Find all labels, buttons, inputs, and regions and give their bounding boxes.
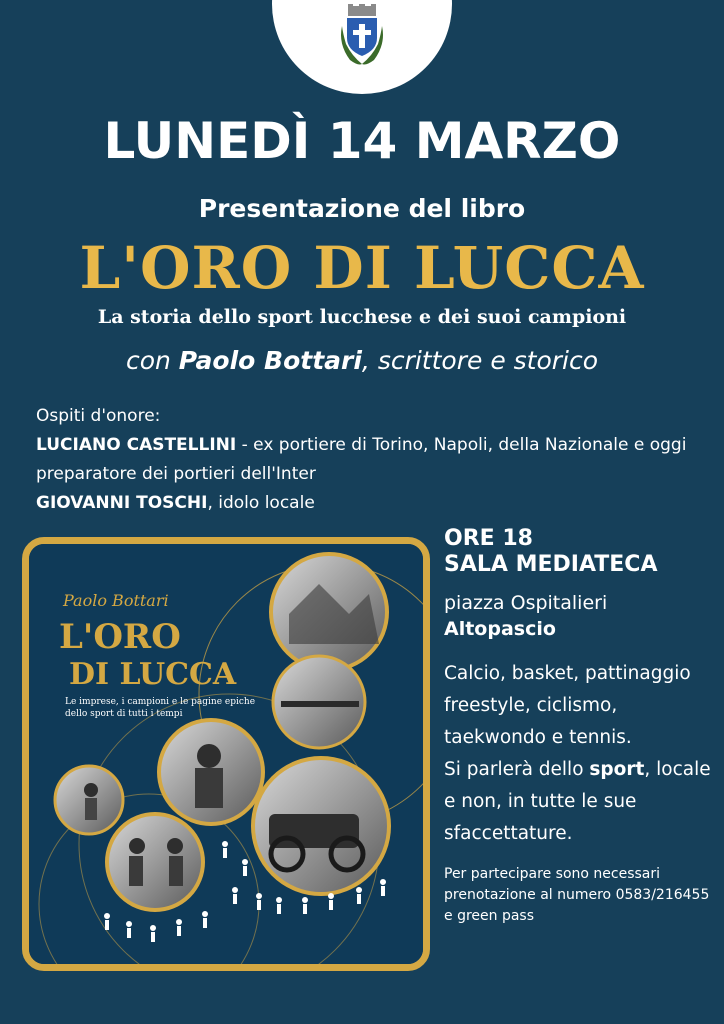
guest-1-desc: - ex portiere di Torino, Napoli, della Nazionale e oggi preparatore dei portieri dell'Inter (36, 435, 687, 484)
sports-list: Calcio, basket, pattinaggio freestyle, ciclismo, taekwondo e tennis. (444, 663, 691, 748)
racing-car-photo (253, 758, 389, 894)
author-name: Paolo Bottari (178, 346, 362, 375)
book-title: L'ORO DI LUCCA (79, 234, 645, 302)
cover-title-line1: L'ORO (59, 617, 181, 657)
event-date: LUNEDÌ 14 MARZO (103, 112, 621, 170)
book-subtitle: La storia dello sport lucchese e dei suoi campioni (97, 306, 627, 328)
cover-tagline-line1: Le imprese, i campioni e le pagine epiche (65, 697, 256, 707)
guests-block (36, 402, 696, 518)
event-description (444, 658, 716, 850)
guest-2 (36, 489, 696, 518)
guest-2-name: GIOVANNI TOSCHI (36, 493, 208, 513)
tennis-photo (55, 766, 123, 834)
desc-part3: , locale e non, in tutte le sue sfaccettature. (444, 759, 711, 844)
event-location (444, 590, 716, 642)
book-cover-art (29, 544, 423, 964)
presentation-label: Presentazione del libro (198, 194, 526, 223)
guest-1-name: LUCIANO CASTELLINI (36, 435, 237, 455)
event-venue: SALA MEDIATECA (444, 552, 658, 577)
guest-1 (36, 431, 696, 489)
sport-topic (444, 754, 716, 850)
event-time: ORE 18 (444, 526, 533, 551)
guests-heading: Ospiti d'onore: (36, 406, 161, 426)
booking-note: Per partecipare sono necessari prenotazione al numero 0583/216455 e green pass (444, 866, 710, 924)
runners-photo (273, 656, 365, 748)
celebration-photo (159, 720, 263, 824)
desc-bold: sport (589, 759, 645, 780)
cycling-photo (271, 554, 387, 670)
guest-2-desc: , idolo locale (207, 493, 315, 513)
author-suffix: , scrittore e storico (361, 346, 599, 375)
cover-tagline-line2: dello sport di tutti i tempi (65, 709, 183, 719)
municipal-coat-of-arms-icon (334, 4, 390, 70)
event-address: piazza Ospitalieri (444, 592, 608, 614)
cover-author: Paolo Bottari (63, 591, 169, 610)
desc-part2: Si parlerà dello (444, 759, 590, 780)
event-details (444, 526, 716, 927)
author-line (0, 346, 724, 375)
boxing-photo (107, 814, 203, 910)
cover-title-line2: DI LUCCA (69, 657, 237, 692)
event-town: Altopascio (444, 618, 556, 640)
author-prefix: con (125, 346, 179, 375)
book-cover (22, 537, 430, 971)
emblem-badge (272, 0, 452, 94)
